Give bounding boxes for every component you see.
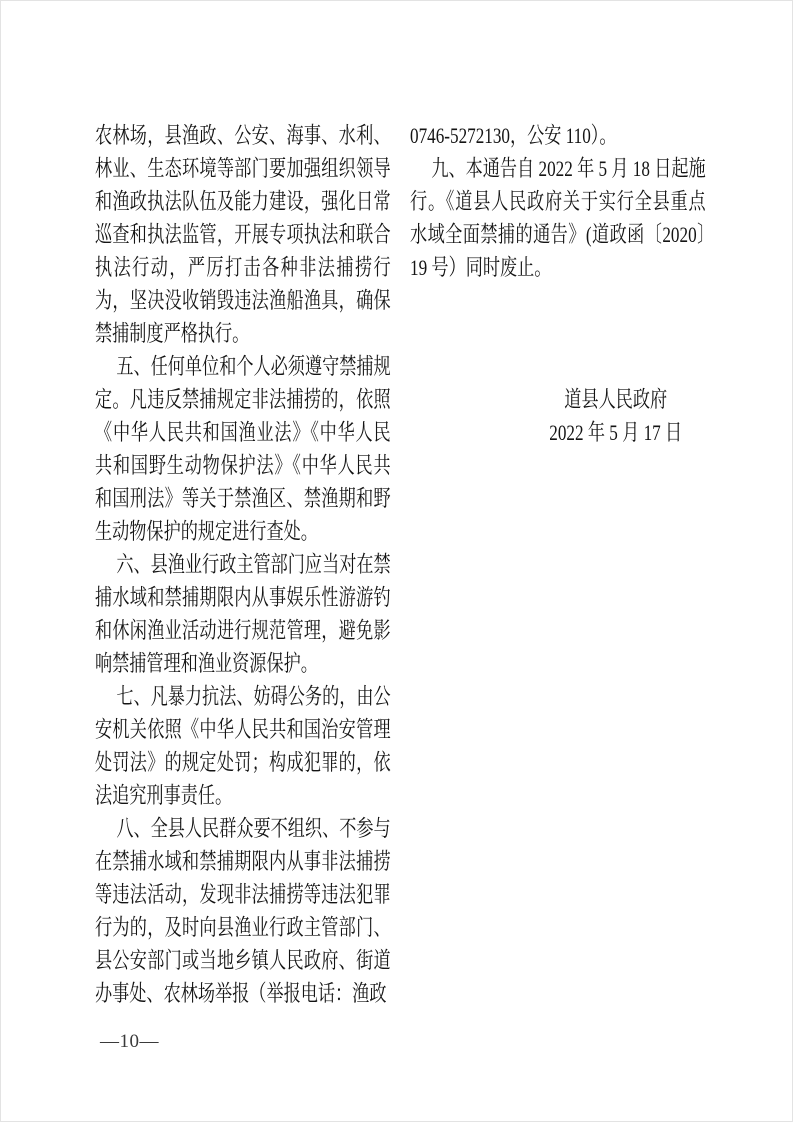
left-column xyxy=(95,119,391,1010)
signature-issuer: 道县人民政府 xyxy=(564,387,668,412)
signature-block xyxy=(524,383,707,449)
paragraph-section-6: 六、县渔业行政主管部门应当对在禁捕水域和禁捕期限内从事娱乐性游游钓和休闲渔业活动进行规范管理，避免影响禁捕管理和渔业资源保护。 xyxy=(95,552,391,676)
paragraph-section-9: 九、本通告自 2022 年 5 月 18 日起施行。《道县人民政府关于实行全县重点水域全面禁捕的通告》(道政函〔2020〕19 号）同时废止。 xyxy=(410,156,706,280)
page-number: —10— xyxy=(100,1031,159,1052)
paragraph-continuation: 农林场，县渔政、公安、海事、水利、林业、生态环境等部门要加强组织领导和渔政执法队伍及能力建设，强化日常巡查和执法监管，开展专项执法和联合执法行动，严厉打击各种非法捕捞行为，坚决没收销毁违法渔船渔具，确保禁捕制度严格执行。 xyxy=(95,123,391,346)
paragraph-section-8-continuation: 0746-5272130，公安 110）。 xyxy=(410,123,617,148)
paragraph-section-8: 八、全县人民群众要不组织、不参与在禁捕水域和禁捕期限内从事非法捕捞等违法活动，发现非法捕捞等违法犯罪行为的，及时向县渔业行政主管部门、县公安部门或当地乡镇人民政府、街道办事处、农林场举报（举报电话：渔政 xyxy=(95,816,391,1006)
right-column xyxy=(410,119,706,449)
paragraph-section-5: 五、任何单位和个人必须遵守禁捕规定。凡违反禁捕规定非法捕捞的，依照《中华人民共和国渔业法》《中华人民共和国野生动物保护法》《中华人民共和国刑法》等关于禁渔区、禁渔期和野生动物保护的规定进行查处。 xyxy=(95,354,391,544)
paragraph-section-7: 七、凡暴力抗法、妨碍公务的，由公安机关依照《中华人民共和国治安管理处罚法》的规定处罚；构成犯罪的，依法追究刑事责任。 xyxy=(95,684,391,808)
signature-date: 2022 年 5 月 17 日 xyxy=(549,420,683,445)
